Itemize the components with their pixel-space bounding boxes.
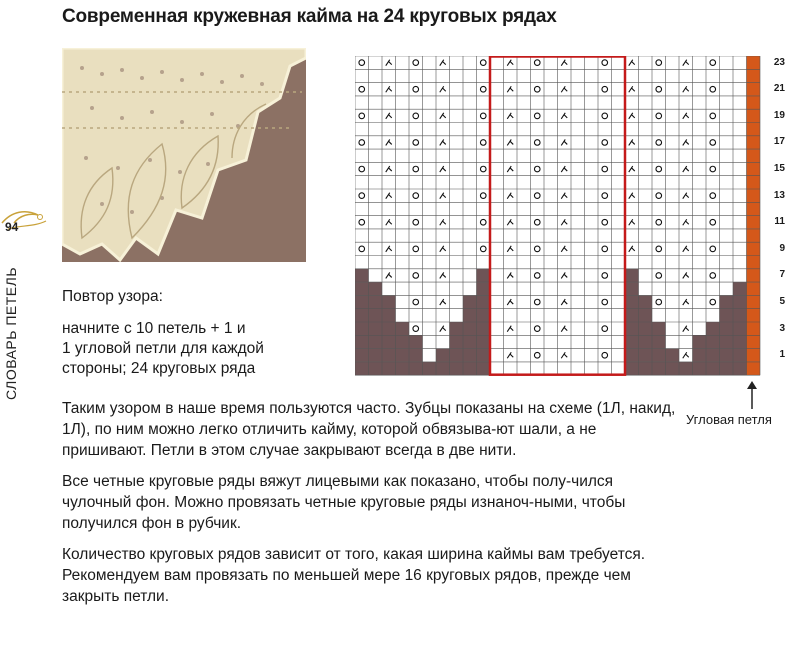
yarn-over-symbol [480,113,486,119]
yarn-over-symbol [656,273,662,279]
yarn-over-symbol [534,326,540,332]
row-label: 7 [779,269,785,281]
decrease-symbol [386,246,392,252]
decrease-symbol [440,166,446,172]
row-label: 9 [779,242,785,254]
yarn-over-symbol [602,166,608,172]
yarn-over-symbol [413,299,419,305]
yarn-over-symbol [710,273,716,279]
yarn-over-symbol [602,140,608,146]
description-text [62,398,682,617]
no-stitch-cell [706,349,720,362]
no-stitch-cell [355,282,369,295]
yarn-over-symbol [534,299,540,305]
yarn-over-symbol [710,219,716,225]
yarn-over-symbol [413,60,419,66]
decrease-symbol [440,272,446,278]
decrease-symbol [507,246,513,252]
yarn-over-symbol [480,86,486,92]
no-stitch-cell [409,335,423,348]
yarn-over-symbol [480,246,486,252]
yarn-over-symbol [480,60,486,66]
no-stitch-cell [733,322,747,335]
corner-stitch-cell [747,309,761,322]
yarn-over-symbol [413,140,419,146]
decrease-symbol [507,86,513,92]
corner-stitch-cell [747,123,761,136]
yarn-over-symbol [534,246,540,252]
yarn-over-symbol [534,60,540,66]
decrease-symbol [683,60,689,66]
yarn-over-symbol [656,219,662,225]
decrease-symbol [561,139,567,145]
row-label: 1 [779,349,785,361]
decrease-symbol [683,352,689,358]
no-stitch-cell [477,362,491,375]
yarn-over-symbol [710,60,716,66]
decrease-symbol [561,113,567,119]
repeat-line: 1 угловой петли для каждой [62,340,264,357]
no-stitch-cell [477,282,491,295]
no-stitch-cell [369,335,383,348]
no-stitch-cell [733,295,747,308]
decrease-symbol [507,219,513,225]
yarn-over-symbol [602,326,608,332]
no-stitch-cell [652,362,666,375]
yarn-over-symbol [413,273,419,279]
decrease-symbol [440,86,446,92]
yarn-over-symbol [602,86,608,92]
no-stitch-cell [396,335,410,348]
decrease-symbol [683,326,689,332]
knitting-chart [355,56,763,378]
corner-stitch-cell [747,349,761,362]
yarn-over-symbol [710,166,716,172]
no-stitch-cell [733,282,747,295]
corner-stitch-cell [747,189,761,202]
decrease-symbol [507,113,513,119]
no-stitch-cell [355,349,369,362]
yarn-over-symbol [656,60,662,66]
decrease-symbol [507,166,513,172]
no-stitch-cell [369,322,383,335]
no-stitch-cell [679,362,693,375]
decrease-symbol [683,219,689,225]
decrease-symbol [683,113,689,119]
decrease-symbol [440,60,446,66]
corner-stitch-cell [747,56,761,69]
repeat-instructions [62,287,264,379]
yarn-over-symbol [359,60,365,66]
no-stitch-cell [355,295,369,308]
decrease-symbol [386,139,392,145]
no-stitch-cell [463,362,477,375]
no-stitch-cell [733,362,747,375]
no-stitch-cell [706,335,720,348]
paragraph: Таким узором в наше время пользуются часто. Зубцы показаны на схеме (1Л, накид, 1Л), по ним можно легко отличить кайму, которой обвязыва-ют шали, а не пришивают. Петли в этом случае закрывают всегда в две нити. [62,400,676,459]
no-stitch-cell [693,335,707,348]
decrease-symbol [629,193,635,199]
decrease-symbol [683,299,689,305]
no-stitch-cell [625,335,639,348]
yarn-over-symbol [480,193,486,199]
decrease-symbol [440,326,446,332]
corner-stitch-cell [747,136,761,149]
corner-stitch-cell [747,242,761,255]
decrease-symbol [386,60,392,66]
corner-stitch-cell [747,282,761,295]
no-stitch-cell [720,335,734,348]
no-stitch-cell [733,335,747,348]
yarn-over-symbol [480,140,486,146]
no-stitch-cell [706,362,720,375]
no-stitch-cell [477,322,491,335]
yarn-over-symbol [359,113,365,119]
paragraph: Количество круговых рядов зависит от того, какая ширина каймы вам требуется. Рекомендуем вам провязать по меньшей мере 16 круговых рядов, прежде чем закрыть петли. [62,546,646,605]
yarn-over-symbol [602,299,608,305]
lace-photo [62,48,306,262]
decrease-symbol [386,272,392,278]
corner-stitch-cell [747,109,761,122]
no-stitch-cell [733,309,747,322]
row-label: 21 [773,83,785,95]
yarn-over-symbol [602,113,608,119]
no-stitch-cell [369,349,383,362]
decrease-symbol [507,299,513,305]
no-stitch-cell [706,322,720,335]
decrease-symbol [561,219,567,225]
decrease-symbol [629,166,635,172]
decrease-symbol [561,272,567,278]
no-stitch-cell [396,349,410,362]
no-stitch-cell [693,362,707,375]
decrease-symbol [561,166,567,172]
no-stitch-cell [382,362,396,375]
no-stitch-cell [450,335,464,348]
decrease-symbol [683,193,689,199]
decrease-symbol [683,166,689,172]
yarn-over-symbol [413,86,419,92]
decrease-symbol [561,246,567,252]
no-stitch-cell [720,362,734,375]
corner-stitch-cell [747,176,761,189]
no-stitch-cell [355,362,369,375]
no-stitch-cell [409,362,423,375]
no-stitch-cell [720,295,734,308]
yarn-over-symbol [602,193,608,199]
yarn-over-symbol [710,140,716,146]
yarn-over-symbol [656,113,662,119]
no-stitch-cell [733,349,747,362]
yarn-over-symbol [413,219,419,225]
no-stitch-cell [463,349,477,362]
yarn-over-symbol [534,219,540,225]
decrease-symbol [440,193,446,199]
yarn-over-symbol [480,166,486,172]
sidebar-section-label: СЛОВАРЬ ПЕТЕЛЬ [3,266,19,400]
decrease-symbol [629,60,635,66]
no-stitch-cell [639,362,653,375]
yarn-over-symbol [534,86,540,92]
yarn-over-symbol [710,113,716,119]
decrease-symbol [507,139,513,145]
corner-stitch-cell [747,229,761,242]
no-stitch-cell [625,322,639,335]
row-label: 15 [773,163,785,175]
no-stitch-cell [652,335,666,348]
no-stitch-cell [382,295,396,308]
decrease-symbol [386,86,392,92]
no-stitch-cell [436,349,450,362]
no-stitch-cell [382,335,396,348]
no-stitch-cell [369,282,383,295]
yarn-over-symbol [710,299,716,305]
no-stitch-cell [355,322,369,335]
yarn-over-symbol [656,246,662,252]
yarn-over-symbol [656,86,662,92]
no-stitch-cell [382,309,396,322]
corner-stitch-cell [747,362,761,375]
decrease-symbol [629,113,635,119]
no-stitch-cell [450,362,464,375]
decrease-symbol [507,352,513,358]
decrease-symbol [683,139,689,145]
no-stitch-cell [625,269,639,282]
row-label: 3 [779,322,785,334]
row-label: 23 [773,56,785,68]
yarn-over-symbol [534,273,540,279]
corner-stitch-cell [747,69,761,82]
yarn-over-symbol [656,193,662,199]
no-stitch-cell [369,362,383,375]
corner-stitch-cell [747,202,761,215]
no-stitch-cell [639,322,653,335]
corner-stitch-cell [747,83,761,96]
repeat-line: стороны; 24 круговых ряда [62,360,256,377]
yarn-over-symbol [656,299,662,305]
decrease-symbol [629,139,635,145]
decrease-symbol [629,246,635,252]
yarn-over-symbol [656,166,662,172]
no-stitch-cell [436,362,450,375]
yarn-over-symbol [359,166,365,172]
decrease-symbol [561,86,567,92]
no-stitch-cell [463,309,477,322]
no-stitch-cell [382,322,396,335]
decrease-symbol [507,272,513,278]
decrease-symbol [507,60,513,66]
yarn-over-symbol [413,246,419,252]
yarn-over-symbol [710,86,716,92]
no-stitch-cell [355,309,369,322]
yarn-over-symbol [710,193,716,199]
decrease-symbol [683,86,689,92]
no-stitch-cell [396,322,410,335]
decrease-symbol [440,246,446,252]
no-stitch-cell [652,349,666,362]
no-stitch-cell [369,309,383,322]
no-stitch-cell [639,309,653,322]
no-stitch-cell [477,295,491,308]
yarn-over-symbol [602,219,608,225]
row-label: 11 [774,216,785,228]
corner-stitch-cell [747,295,761,308]
no-stitch-cell [639,295,653,308]
no-stitch-cell [396,362,410,375]
decrease-symbol [683,246,689,252]
no-stitch-cell [639,335,653,348]
corner-stitch-cell [747,322,761,335]
no-stitch-cell [477,349,491,362]
yarn-over-symbol [656,140,662,146]
decrease-symbol [440,113,446,119]
no-stitch-cell [409,349,423,362]
no-stitch-cell [423,362,437,375]
row-label: 5 [779,296,785,308]
no-stitch-cell [477,309,491,322]
no-stitch-cell [625,282,639,295]
row-number-labels [765,56,795,376]
repeat-heading: Повтор узора: [62,288,163,305]
no-stitch-cell [463,295,477,308]
arrow-up-icon [746,380,758,410]
no-stitch-cell [477,335,491,348]
decrease-symbol [507,193,513,199]
corner-stitch-cell [747,149,761,162]
yarn-over-symbol [534,140,540,146]
corner-stitch-cell [747,256,761,269]
no-stitch-cell [639,349,653,362]
no-stitch-cell [720,349,734,362]
decrease-symbol [386,113,392,119]
corner-stitch-cell [747,96,761,109]
row-label: 19 [773,109,785,121]
no-stitch-cell [693,349,707,362]
paragraph: Все четные круговые ряды вяжут лицевыми как показано, чтобы полу-чился чулочный фон. Можно провязать четные круговые ряды изнаноч-ными, чтобы получился фон в рубчик. [62,473,626,532]
no-stitch-cell [625,362,639,375]
decrease-symbol [561,60,567,66]
no-stitch-cell [720,322,734,335]
decrease-symbol [561,193,567,199]
decrease-symbol [440,219,446,225]
yarn-over-symbol [413,166,419,172]
no-stitch-cell [625,349,639,362]
row-label: 13 [773,189,785,201]
no-stitch-cell [369,295,383,308]
yarn-over-symbol [602,273,608,279]
decrease-symbol [386,219,392,225]
decrease-symbol [629,219,635,225]
decrease-symbol [561,299,567,305]
yarn-over-symbol [602,246,608,252]
no-stitch-cell [355,335,369,348]
page-title: Современная кружевная кайма на 24 круговых рядах [62,6,557,27]
yarn-over-symbol [710,246,716,252]
corner-stitch-cell [747,269,761,282]
corner-stitch-cell [747,335,761,348]
no-stitch-cell [625,295,639,308]
yarn-over-symbol [534,166,540,172]
no-stitch-cell [463,322,477,335]
no-stitch-cell [382,349,396,362]
yarn-over-symbol [480,219,486,225]
no-stitch-cell [652,322,666,335]
yarn-over-symbol [359,86,365,92]
decrease-symbol [561,326,567,332]
no-stitch-cell [720,309,734,322]
decrease-symbol [440,299,446,305]
decrease-symbol [683,272,689,278]
no-stitch-cell [666,349,680,362]
yarn-over-symbol [359,140,365,146]
no-stitch-cell [463,335,477,348]
corner-stitch-label: Угловая петля [686,412,772,427]
yarn-over-symbol [602,60,608,66]
yarn-over-symbol [413,326,419,332]
decrease-symbol [507,326,513,332]
yarn-over-symbol [359,246,365,252]
yarn-over-symbol [413,193,419,199]
decrease-symbol [386,166,392,172]
decrease-symbol [561,352,567,358]
yarn-over-symbol [534,193,540,199]
no-stitch-cell [450,349,464,362]
yarn-over-symbol [534,352,540,358]
no-stitch-cell [666,362,680,375]
yarn-over-symbol [359,193,365,199]
yarn-over-symbol [359,219,365,225]
yarn-over-symbol [413,113,419,119]
yarn-over-symbol [534,113,540,119]
no-stitch-cell [625,309,639,322]
corner-stitch-cell [747,216,761,229]
no-stitch-cell [450,322,464,335]
yarn-over-symbol [602,352,608,358]
page-number: 94 [5,220,19,234]
decrease-symbol [386,193,392,199]
corner-stitch-cell [747,162,761,175]
decrease-symbol [440,139,446,145]
no-stitch-cell [355,269,369,282]
decrease-symbol [629,86,635,92]
no-stitch-cell [477,269,491,282]
row-label: 17 [773,136,785,148]
repeat-line: начните с 10 петель + 1 и [62,320,246,337]
